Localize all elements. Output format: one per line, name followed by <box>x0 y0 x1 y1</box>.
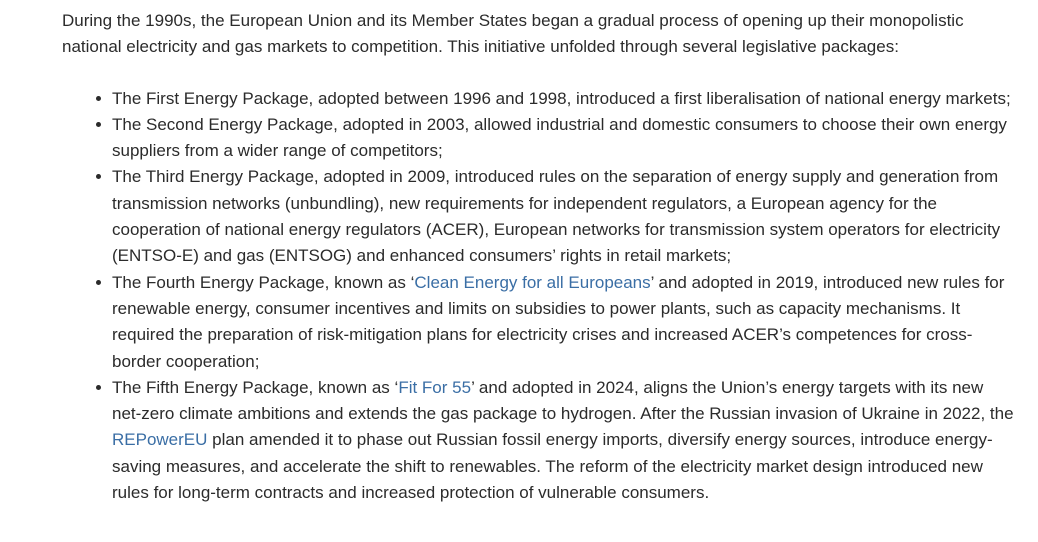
intro-paragraph: During the 1990s, the European Union and its Member States began a gradual process of opening up their monopolistic national electricity and gas markets to competition. This initiative unfolded through several legislative packages: <box>62 11 964 57</box>
list-item-fifth-package <box>112 375 1017 506</box>
list-item-fourth-package <box>112 270 1017 375</box>
fit-for-55-link[interactable]: Fit For 55 <box>398 377 472 397</box>
list-item-text-before: The Fifth Energy Package, known as ‘ <box>112 377 399 397</box>
list-item-text-after: plan amended it to phase out Russian fossil energy imports, diversify energy sources, introduce energy-saving measures, and accelerate the shift to renewables. The reform of the electricity market design introduced new rules for long-term contracts and increased protection of vulnerable consumers. <box>112 430 993 503</box>
energy-packages-list <box>62 86 1017 507</box>
list-item-text: The Third Energy Package, adopted in 2009, introduced rules on the separation of energy supply and generation from transmission networks (unbundling), new requirements for independent regulators, a European agency for the cooperation of national energy regulators (ACER), European networks for transmission system operators for electricity (ENTSO-E) and gas (ENTSOG) and enhanced consumers’ rights in retail markets; <box>112 167 1001 266</box>
article-content <box>62 8 1017 506</box>
list-item-text-middle: ’ and adopted in 2024, aligns the Union’s energy targets with its new net-zero climate ambitions and extends the gas package to hydrogen. After the Russian invasion of Ukraine in 2022, the <box>112 377 1014 424</box>
list-item-text-after: ’ and adopted in 2019, introduced new rules for renewable energy, consumer incentives and limits on subsidies to power plants, such as capacity mechanisms. It required the preparation of risk-mitigation plans for electricity crises and increased ACER’s competences for cross-border cooperation; <box>112 272 1005 371</box>
list-item-text: The Second Energy Package, adopted in 2003, allowed industrial and domestic consumers to choose their own energy suppliers from a wider range of competitors; <box>112 114 1007 161</box>
list-item-first-package <box>112 86 1017 112</box>
repowereu-link[interactable]: REPowerEU <box>112 430 208 450</box>
list-item-third-package <box>112 164 1017 269</box>
clean-energy-link[interactable]: Clean Energy for all Europeans <box>414 272 651 292</box>
list-item-text: The First Energy Package, adopted between 1996 and 1998, introduced a first liberalisation of national energy markets; <box>112 88 1011 108</box>
list-item-text-before: The Fourth Energy Package, known as ‘ <box>112 272 415 292</box>
list-item-second-package <box>112 112 1017 165</box>
